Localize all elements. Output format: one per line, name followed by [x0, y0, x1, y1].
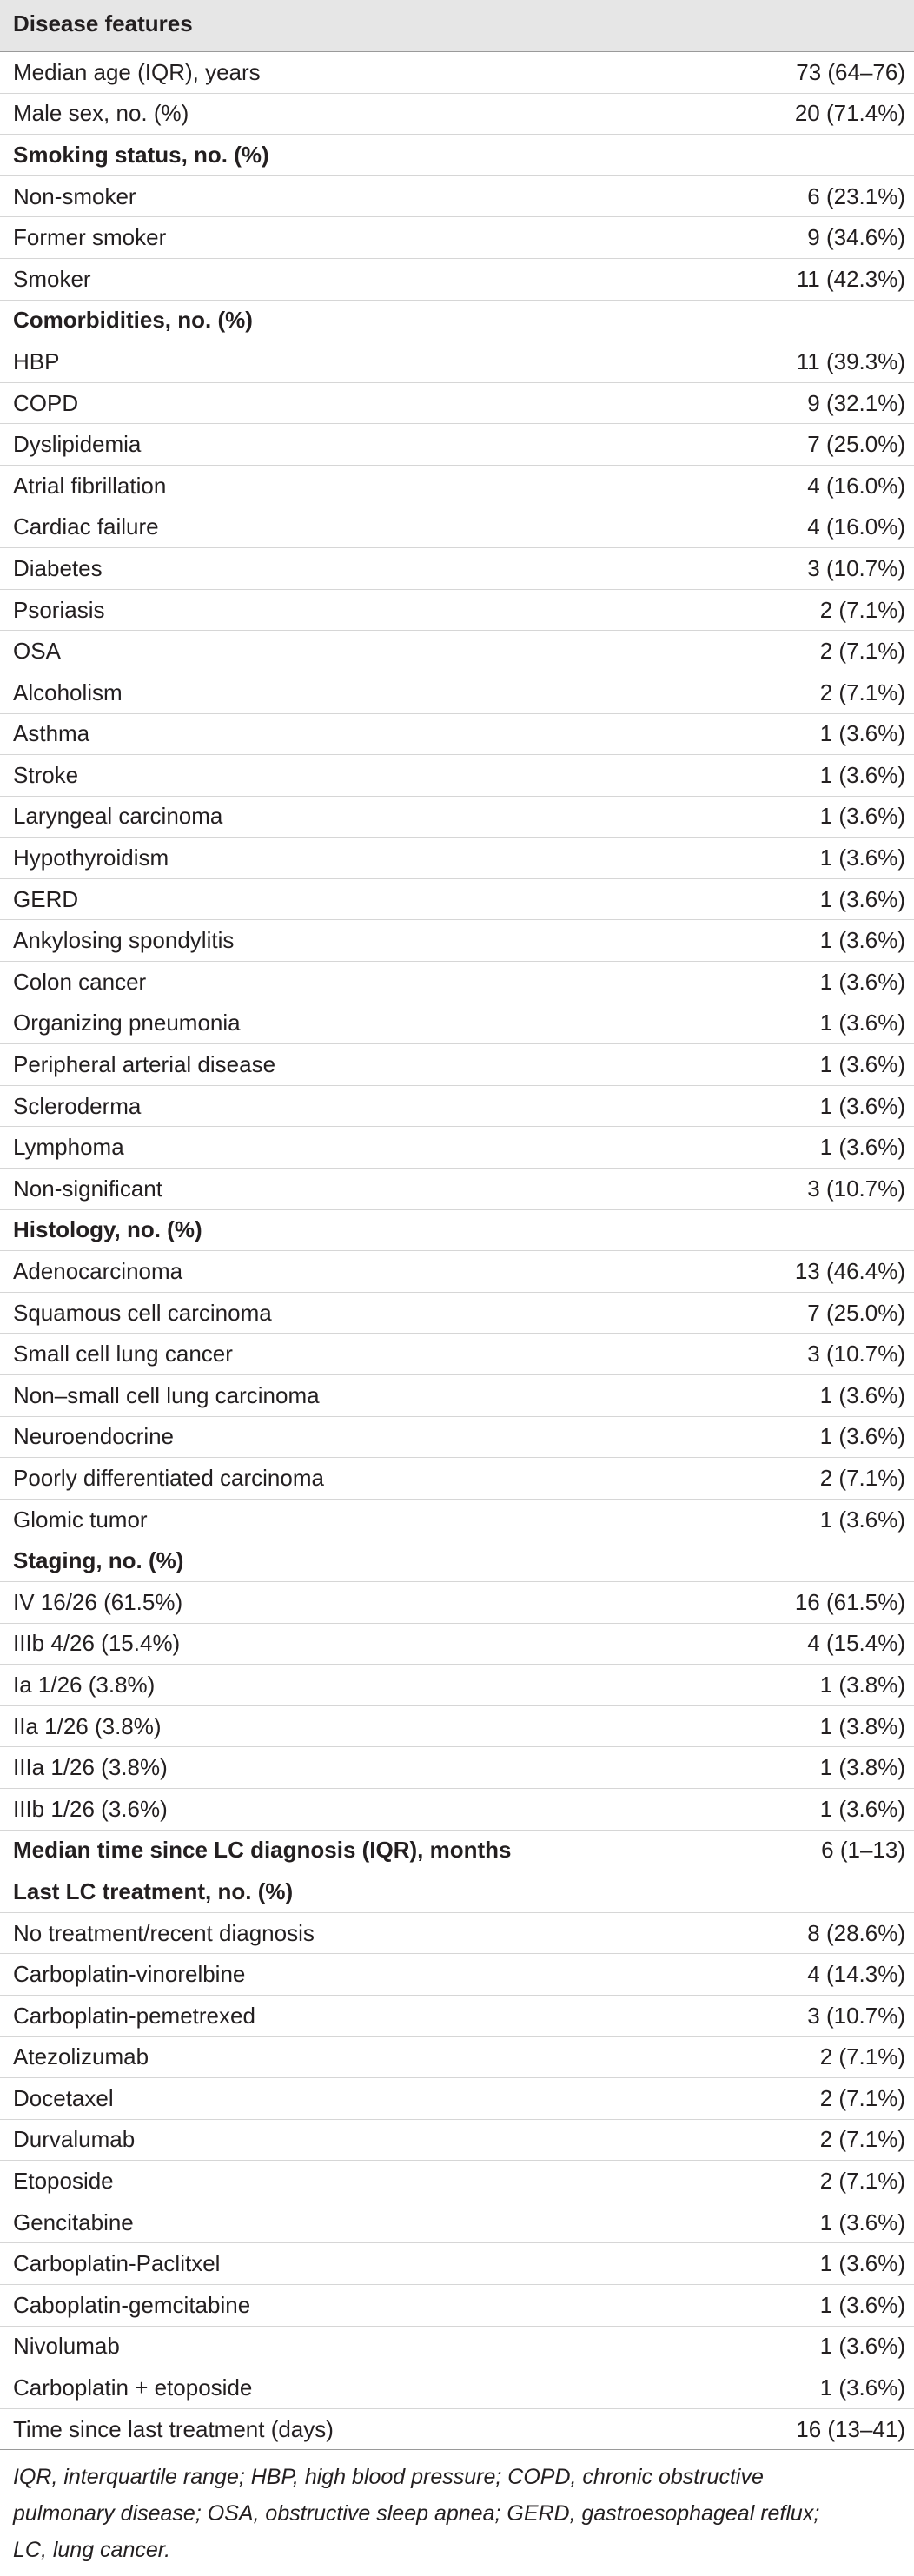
row-label: OSA [13, 638, 61, 665]
row-label: Male sex, no. (%) [13, 100, 189, 127]
row-value: 2 (7.1%) [819, 679, 905, 705]
table-row [0, 2243, 914, 2285]
row-value: 3 (10.7%) [807, 2002, 905, 2029]
table-row [0, 1293, 914, 1334]
table-row [0, 2202, 914, 2244]
row-value: 2 (7.1%) [819, 1464, 905, 1491]
row-label: Caboplatin-gemcitabine [13, 2291, 251, 2318]
table-row [0, 2327, 914, 2368]
row-value: 13 (46.4%) [794, 1258, 905, 1285]
row-label: Non-smoker [13, 182, 136, 209]
section-row [0, 1871, 914, 1913]
table-row [0, 1044, 914, 1086]
row-label: Non–small cell lung carcinoma [13, 1381, 320, 1408]
table-row [0, 1500, 914, 1541]
row-label: Peripheral arterial disease [13, 1051, 276, 1078]
table-row [0, 2037, 914, 2079]
footnote-line: pulmonary disease; OSA, obstructive sleep apnea; GERD, gastroesophageal reflux; [13, 2501, 820, 2526]
row-value: 4 (16.0%) [807, 513, 905, 540]
table-row [0, 1127, 914, 1169]
table-row [0, 548, 914, 590]
row-label: Carboplatin-vinorelbine [13, 1961, 246, 1988]
row-label: Small cell lung cancer [13, 1341, 233, 1367]
row-label: No treatment/recent diagnosis [13, 1919, 315, 1946]
table-row [0, 1996, 914, 2037]
row-value: 1 (3.6%) [819, 1795, 905, 1822]
table-row [0, 1789, 914, 1831]
row-value: 3 (10.7%) [807, 1341, 905, 1367]
row-label: Gencitabine [13, 2208, 134, 2235]
table-row [0, 1954, 914, 1996]
row-label: Time since last treatment (days) [13, 2415, 334, 2442]
row-label: Neuroendocrine [13, 1423, 175, 1450]
row-value: 1 (3.6%) [819, 2208, 905, 2235]
table-row [0, 838, 914, 879]
row-label: Dyslipidemia [13, 431, 142, 458]
section-row [0, 1540, 914, 1582]
row-value: 4 (14.3%) [807, 1961, 905, 1988]
section-row [0, 1210, 914, 1252]
row-value: 1 (3.6%) [819, 720, 905, 747]
row-value: 1 (3.6%) [819, 968, 905, 995]
table-row [0, 590, 914, 632]
table-row [0, 341, 914, 383]
row-value: 11 (39.3%) [796, 348, 905, 374]
table-row [0, 424, 914, 466]
table-header-label: Disease features [13, 10, 193, 36]
row-value: 16 (13–41) [796, 2415, 905, 2442]
table-row [0, 466, 914, 507]
row-label: Carboplatin + etoposide [13, 2374, 253, 2401]
row-value: 2 (7.1%) [819, 2043, 905, 2070]
row-label: Lymphoma [13, 1134, 124, 1161]
section-label: Staging, no. (%) [13, 1547, 184, 1574]
table-row [0, 755, 914, 797]
row-label: Organizing pneumonia [13, 1010, 241, 1036]
row-value: 1 (3.6%) [819, 1134, 905, 1161]
table-row [0, 383, 914, 425]
table-row [0, 1458, 914, 1500]
table-row [0, 2367, 914, 2409]
row-value: 3 (10.7%) [807, 1175, 905, 1202]
row-value: 6 (23.1%) [807, 182, 905, 209]
section-row [0, 1831, 914, 1872]
table-row [0, 797, 914, 838]
row-label: Diabetes [13, 554, 103, 581]
row-label: IV 16/26 (61.5%) [13, 1588, 183, 1615]
table-row [0, 1169, 914, 1210]
table-row [0, 94, 914, 136]
row-value: 1 (3.6%) [819, 1423, 905, 1450]
table-row [0, 879, 914, 921]
row-value: 11 (42.3%) [796, 265, 905, 292]
table-row [0, 217, 914, 259]
row-value: 4 (15.4%) [807, 1630, 905, 1657]
table-row [0, 631, 914, 672]
row-label: Carboplatin-Paclitxel [13, 2250, 221, 2277]
row-label: IIIa 1/26 (3.8%) [13, 1754, 168, 1781]
section-row [0, 135, 914, 176]
row-value: 1 (3.6%) [819, 927, 905, 954]
table-header [0, 0, 914, 52]
row-label: Carboplatin-pemetrexed [13, 2002, 255, 2029]
row-label: Poorly differentiated carcinoma [13, 1464, 324, 1491]
table-row [0, 1706, 914, 1748]
row-label: Hypothyroidism [13, 844, 169, 871]
row-value: 1 (3.6%) [819, 2374, 905, 2401]
row-value: 8 (28.6%) [807, 1919, 905, 1946]
table-row [0, 1375, 914, 1417]
table-row [0, 672, 914, 714]
row-label: Glomic tumor [13, 1506, 148, 1533]
row-label: Squamous cell carcinoma [13, 1299, 272, 1326]
row-label: Ankylosing spondylitis [13, 927, 235, 954]
row-label: Cardiac failure [13, 513, 159, 540]
table-row [0, 1417, 914, 1459]
row-value: 1 (3.6%) [819, 1506, 905, 1533]
row-value: 20 (71.4%) [794, 100, 905, 127]
row-label: Ia 1/26 (3.8%) [13, 1671, 156, 1698]
table-row [0, 1624, 914, 1665]
row-value: 2 (7.1%) [819, 2126, 905, 2153]
row-label: Scleroderma [13, 1092, 142, 1119]
row-value: 3 (10.7%) [807, 554, 905, 581]
row-value: 9 (32.1%) [807, 389, 905, 416]
row-label: Docetaxel [13, 2084, 114, 2111]
row-value: 1 (3.6%) [819, 2250, 905, 2277]
section-label: Comorbidities, no. (%) [13, 307, 253, 334]
row-label: Alcoholism [13, 679, 123, 705]
row-value: 1 (3.6%) [819, 2333, 905, 2360]
table-row [0, 1086, 914, 1128]
row-value: 9 (34.6%) [807, 224, 905, 251]
row-label: Stroke [13, 761, 79, 788]
row-value: 2 (7.1%) [819, 596, 905, 623]
row-label: Non-significant [13, 1175, 162, 1202]
section-label: Smoking status, no. (%) [13, 141, 269, 168]
row-label: Median age (IQR), years [13, 58, 261, 85]
table-row [0, 1334, 914, 1375]
row-label: Adenocarcinoma [13, 1258, 183, 1285]
row-value: 1 (3.6%) [819, 885, 905, 912]
table-row [0, 962, 914, 1003]
row-value: 1 (3.6%) [819, 2291, 905, 2318]
table-row [0, 920, 914, 962]
row-label: Colon cancer [13, 968, 147, 995]
table-row [0, 259, 914, 301]
row-value: 73 (64–76) [796, 58, 905, 85]
row-label: Smoker [13, 265, 91, 292]
table-row [0, 1747, 914, 1789]
row-value: 1 (3.8%) [819, 1671, 905, 1698]
row-label: IIa 1/26 (3.8%) [13, 1712, 162, 1739]
table-row [0, 1582, 914, 1624]
row-label: IIIb 4/26 (15.4%) [13, 1630, 181, 1657]
row-label: Atrial fibrillation [13, 472, 167, 499]
row-value: 16 (61.5%) [794, 1588, 905, 1615]
row-value: 4 (16.0%) [807, 472, 905, 499]
table-row [0, 2120, 914, 2162]
table-row [0, 714, 914, 756]
row-value: 7 (25.0%) [807, 1299, 905, 1326]
row-value: 1 (3.6%) [819, 1381, 905, 1408]
footnote-line: LC, lung cancer. [13, 2538, 171, 2563]
section-label: Median time since LC diagnosis (IQR), months [13, 1837, 512, 1864]
row-value: 1 (3.6%) [819, 803, 905, 830]
section-row [0, 301, 914, 342]
row-label: COPD [13, 389, 79, 416]
row-label: Nivolumab [13, 2333, 120, 2360]
table-footnote [0, 2450, 914, 2568]
table-row [0, 507, 914, 549]
table-row [0, 2409, 914, 2451]
row-label: GERD [13, 885, 79, 912]
row-label: Laryngeal carcinoma [13, 803, 223, 830]
footnote-line: IQR, interquartile range; HBP, high blood pressure; COPD, chronic obstructive [13, 2465, 764, 2490]
table-row [0, 2285, 914, 2327]
row-value: 1 (3.6%) [819, 1092, 905, 1119]
row-value: 6 (1–13) [821, 1837, 905, 1864]
row-value: 1 (3.8%) [819, 1712, 905, 1739]
row-label: Etoposide [13, 2168, 114, 2195]
section-label: Histology, no. (%) [13, 1216, 202, 1243]
table-row [0, 1003, 914, 1045]
row-value: 2 (7.1%) [819, 2168, 905, 2195]
row-value: 1 (3.6%) [819, 761, 905, 788]
row-label: Psoriasis [13, 596, 105, 623]
row-value: 1 (3.6%) [819, 1010, 905, 1036]
row-label: HBP [13, 348, 60, 374]
row-value: 1 (3.6%) [819, 844, 905, 871]
row-value: 2 (7.1%) [819, 638, 905, 665]
table-row [0, 176, 914, 218]
table-row [0, 1913, 914, 1955]
row-label: Former smoker [13, 224, 167, 251]
row-label: IIIb 1/26 (3.6%) [13, 1795, 168, 1822]
row-label: Durvalumab [13, 2126, 136, 2153]
row-value: 2 (7.1%) [819, 2084, 905, 2111]
table-row [0, 2078, 914, 2120]
table-row [0, 1665, 914, 1706]
table-row [0, 2161, 914, 2202]
row-value: 7 (25.0%) [807, 431, 905, 458]
table-row [0, 52, 914, 94]
row-value: 1 (3.8%) [819, 1754, 905, 1781]
row-value: 1 (3.6%) [819, 1051, 905, 1078]
row-label: Atezolizumab [13, 2043, 149, 2070]
table-row [0, 1251, 914, 1293]
section-label: Last LC treatment, no. (%) [13, 1877, 294, 1904]
row-label: Asthma [13, 720, 90, 747]
